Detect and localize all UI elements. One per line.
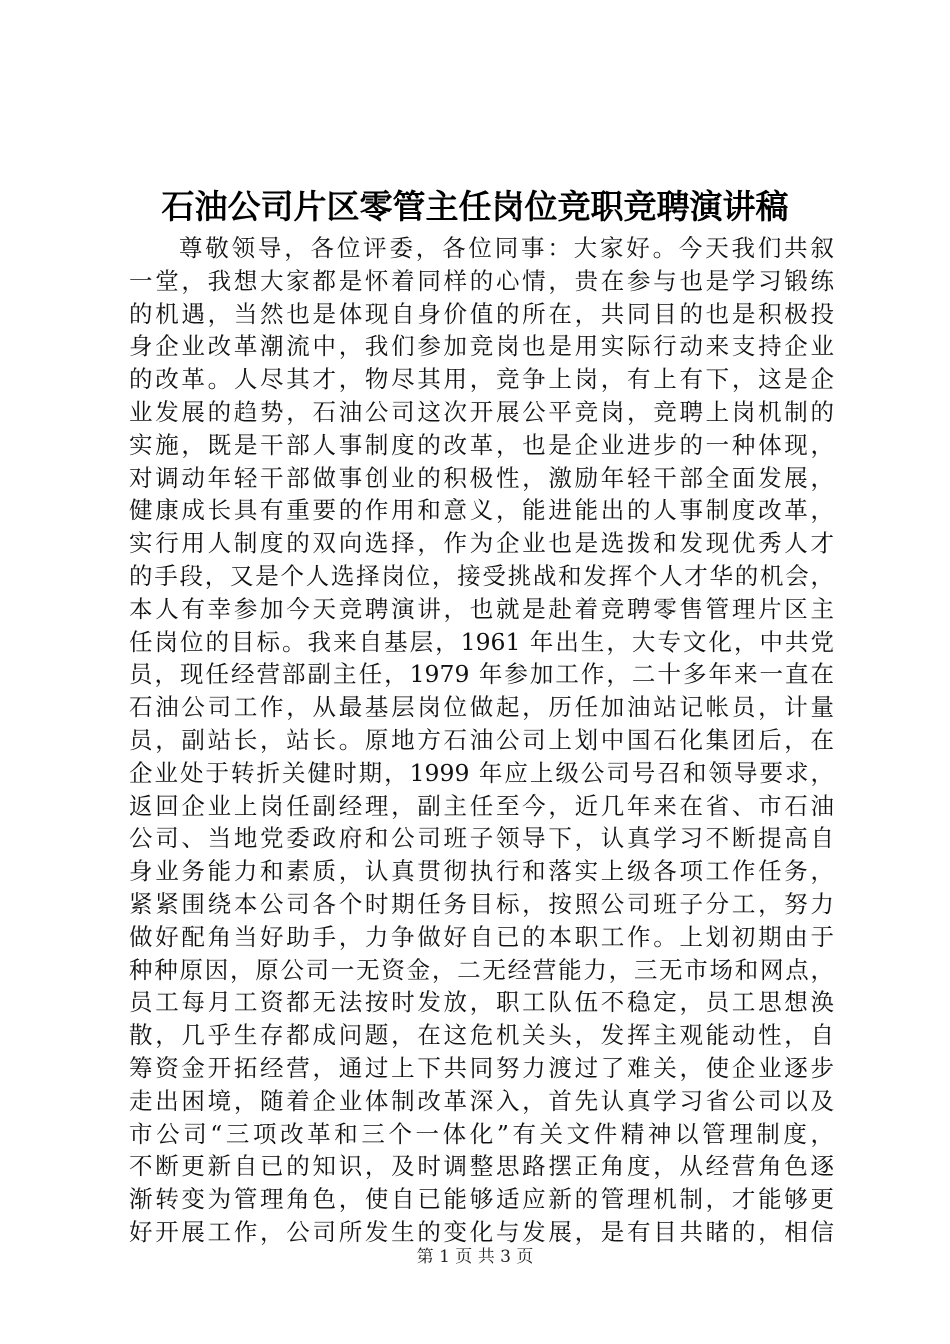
body-line: 渐转变为管理角色，使自已能够适应新的管理机制，才能够更 bbox=[129, 1185, 834, 1214]
body-line: 一堂，我想大家都是怀着同样的心情，贵在参与也是学习锻练 bbox=[129, 266, 834, 295]
body-line: 本人有幸参加今天竞聘演讲，也就是赴着竞聘零售管理片区主 bbox=[129, 594, 834, 623]
body-line: 散，几乎生存都成问题，在这危机关头，发挥主观能动性，自 bbox=[129, 1021, 834, 1050]
body-line: 身业务能力和素质，认真贯彻执行和落实上级各项工作任务， bbox=[129, 857, 834, 886]
body-line: 实施，既是干部人事制度的改革，也是企业进步的一种体现， bbox=[129, 430, 834, 459]
body-line: 市公司“三项改革和三个一体化”有关文件精神以管理制度， bbox=[129, 1119, 834, 1148]
body-line: 走出困境，随着企业体制改革深入，首先认真学习省公司以及 bbox=[129, 1086, 834, 1115]
body-line: 种种原因，原公司一无资金，二无经营能力，三无市场和网点， bbox=[129, 955, 834, 984]
body-line: 业发展的趋势，石油公司这次开展公平竞岗，竞聘上岗机制的 bbox=[129, 397, 834, 426]
body-line: 好开展工作，公司所发生的变化与发展，是有目共睹的，相信 bbox=[129, 1217, 834, 1246]
body-line: 员工每月工资都无法按时发放，职工队伍不稳定，员工思想涣 bbox=[129, 988, 834, 1017]
body-line: 企业处于转折关健时期，1999 年应上级公司号召和领导要求， bbox=[129, 758, 834, 787]
page-footer: 第 1 页 共 3 页 bbox=[416, 1247, 534, 1267]
body-line: 公司、当地党委政府和公司班子领导下，认真学习不断提高自 bbox=[129, 824, 834, 853]
body-line: 员，副站长，站长。原地方石油公司上划中国石化集团后，在 bbox=[129, 725, 834, 754]
body-line: 身企业改革潮流中，我们参加竞岗也是用实际行动来支持企业 bbox=[129, 332, 834, 361]
document-title: 石油公司片区零管主任岗位竞职竞聘演讲稿 bbox=[161, 187, 789, 226]
body-line: 做好配角当好助手，力争做好自已的本职工作。上划初期由于 bbox=[129, 922, 834, 951]
body-line: 返回企业上岗任副经理，副主任至今，近几年来在省、市石油 bbox=[129, 791, 834, 820]
body-line: 健康成长具有重要的作用和意义，能进能出的人事制度改革， bbox=[129, 496, 834, 525]
body-line: 的机遇，当然也是体现自身价值的所在，共同目的也是积极投 bbox=[129, 299, 834, 328]
body-line: 的手段，又是个人选择岗位，接受挑战和发挥个人才华的机会， bbox=[129, 561, 834, 590]
body-line: 不断更新自已的知识，及时调整思路摆正角度，从经营角色逐 bbox=[129, 1152, 834, 1181]
document-body bbox=[129, 232, 834, 1249]
body-line: 任岗位的目标。我来自基层，1961 年出生，大专文化，中共党 bbox=[129, 627, 834, 656]
body-line: 的改革。人尽其才，物尽其用，竞争上岗，有上有下，这是企 bbox=[129, 365, 834, 394]
body-line: 紧紧围绕本公司各个时期任务目标，按照公司班子分工，努力 bbox=[129, 889, 834, 918]
body-line: 石油公司工作，从最基层岗位做起，历任加油站记帐员，计量 bbox=[129, 693, 834, 722]
body-line: 筹资金开拓经营，通过上下共同努力渡过了难关，使企业逐步 bbox=[129, 1053, 834, 1082]
body-line: 对调动年轻干部做事创业的积极性，激励年轻干部全面发展， bbox=[129, 463, 834, 492]
body-line: 尊敬领导，各位评委，各位同事：大家好。今天我们共叙 bbox=[179, 234, 834, 262]
body-line: 实行用人制度的双向选择，作为企业也是选拨和发现优秀人才 bbox=[129, 529, 834, 558]
body-line: 员，现任经营部副主任，1979 年参加工作，二十多年来一直在 bbox=[129, 660, 834, 689]
